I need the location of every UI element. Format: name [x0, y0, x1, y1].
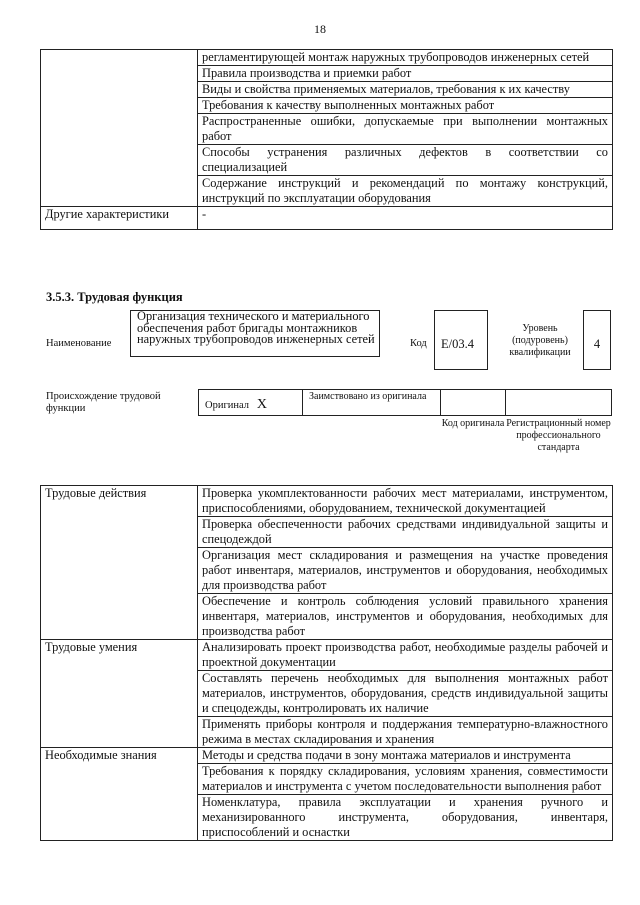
labor-function-table [40, 485, 613, 841]
knowledge-table-continued [40, 49, 613, 230]
row-item: Проверка обеспеченности рабочих средствами индивидуальной защиты и спецодеждой [198, 517, 613, 548]
row-item: Применять приборы контроля и поддержания температурно-влажностного режима в местах складирования и хранения [198, 717, 613, 748]
page-number: 18 [314, 22, 326, 36]
code-label: Код [410, 338, 427, 349]
name-label: Наименование [46, 338, 112, 349]
original-cell [198, 389, 303, 416]
table-row [41, 207, 613, 230]
row-item: Методы и средства подачи в зону монтажа материалов и инструмента [198, 748, 613, 764]
reg-number-cell [505, 389, 612, 416]
row-item: - [198, 207, 613, 230]
row-label: Другие характеристики [41, 207, 198, 230]
original-mark: X [256, 397, 267, 412]
section-heading: 3.5.3. Трудовая функция [46, 290, 183, 304]
row-label: Необходимые знания [41, 748, 198, 841]
original-label: Оригинал [205, 400, 249, 411]
table-row [41, 486, 613, 517]
row-label: Трудовые действия [41, 486, 198, 640]
borrowed-cell: Заимствовано из оригинала [302, 389, 441, 416]
row-item: Организация мест складирования и размещения на участке проведения работ инвентаря, материалов, инструментов и оборудования, необходимых для производства работ [198, 548, 613, 594]
row-item: Составлять перечень необходимых для выполнения монтажных работ материалов, инструментов, оборудования, средств индивидуальной защиты и спецодежды, контролировать их наличие [198, 671, 613, 717]
original-code-cell [440, 389, 506, 416]
table-row [41, 748, 613, 764]
row-label [41, 50, 198, 207]
row-item: Анализировать проект производства работ, необходимые разделы рабочей и проектной документации [198, 640, 613, 671]
row-item: Содержание инструкций и рекомендаций по монтажу конструкций, инструкций по эксплуатации оборудования [198, 176, 613, 207]
row-item: Номенклатура, правила эксплуатации и хранения ручного и механизированного инструмента, оборудования, инвентаря, приспособлений и оснастки [198, 795, 613, 841]
orig-code-caption: Код оригинала [441, 418, 505, 429]
table-row [41, 640, 613, 671]
name-value: Организация технического и материального обеспечения работ бригады монтажников наружных трубопроводов инженерных сетей [130, 310, 380, 357]
level-label: Уровень (подуровень) квалификации [509, 323, 571, 358]
row-item: регламентирующей монтаж наружных трубопроводов инженерных сетей [198, 50, 613, 66]
row-item: Обеспечение и контроль соблюдения условий правильного хранения инвентаря, материалов, инструментов и оборудования, необходимых для производства работ [198, 594, 613, 640]
row-item: Правила производства и приемки работ [198, 66, 613, 82]
table-row [41, 50, 613, 66]
origin-label: Происхождение трудовой функции [46, 391, 161, 414]
row-item: Проверка укомплектованности рабочих мест материалами, инструментом, приспособлениями, оборудованием, технической документацией [198, 486, 613, 517]
row-item: Требования к качеству выполненных монтажных работ [198, 98, 613, 114]
reg-number-caption: Регистрационный номер профессионального стандарта [506, 418, 611, 453]
code-value: E/03.4 [434, 310, 488, 370]
row-item: Распространенные ошибки, допускаемые при выполнении монтажных работ [198, 114, 613, 145]
row-item: Способы устранения различных дефектов в соответствии со специализацией [198, 145, 613, 176]
level-value: 4 [583, 310, 611, 370]
row-item: Требования к порядку складирования, условиям хранения, совместимости материалов и инструмента с учетом последовательности выполнения работ [198, 764, 613, 795]
row-item: Виды и свойства применяемых материалов, требования к их качеству [198, 82, 613, 98]
row-label: Трудовые умения [41, 640, 198, 748]
